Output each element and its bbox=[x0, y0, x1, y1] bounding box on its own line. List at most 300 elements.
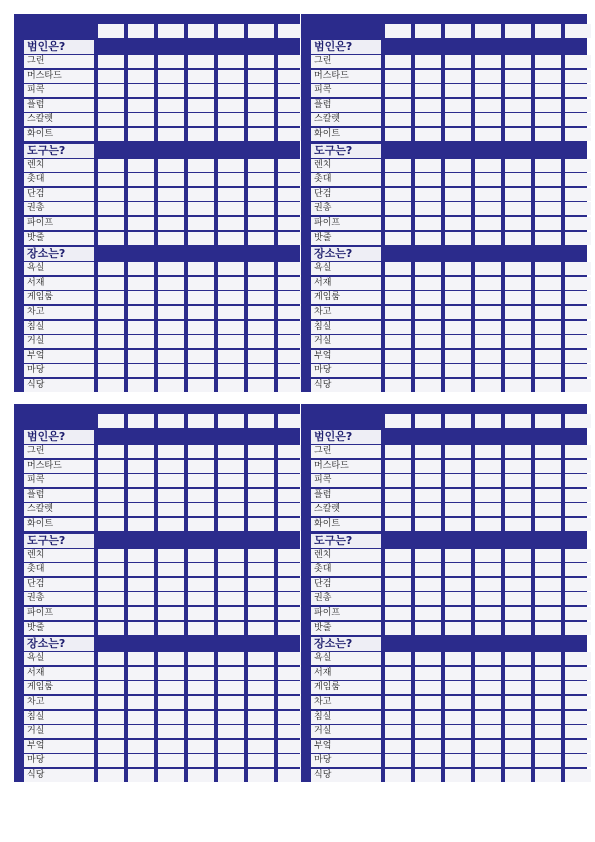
check-cell[interactable] bbox=[385, 159, 411, 172]
check-cell[interactable] bbox=[505, 578, 531, 591]
check-cell[interactable] bbox=[445, 445, 471, 458]
check-cell[interactable] bbox=[445, 592, 471, 605]
check-cell[interactable] bbox=[385, 740, 411, 753]
player-name-cell[interactable] bbox=[415, 24, 441, 38]
check-cell[interactable] bbox=[158, 667, 184, 680]
check-cell[interactable] bbox=[505, 113, 531, 126]
check-cell[interactable] bbox=[415, 549, 441, 562]
check-cell[interactable] bbox=[535, 622, 561, 635]
check-cell[interactable] bbox=[158, 754, 184, 767]
check-cell[interactable] bbox=[535, 489, 561, 502]
check-cell[interactable] bbox=[128, 740, 154, 753]
check-cell[interactable] bbox=[158, 769, 184, 782]
check-cell[interactable] bbox=[158, 740, 184, 753]
check-cell[interactable] bbox=[218, 518, 244, 531]
check-cell[interactable] bbox=[188, 350, 214, 363]
check-cell[interactable] bbox=[218, 113, 244, 126]
check-cell[interactable] bbox=[415, 652, 441, 665]
check-cell[interactable] bbox=[218, 350, 244, 363]
check-cell[interactable] bbox=[248, 262, 274, 275]
check-cell[interactable] bbox=[505, 725, 531, 738]
check-cell[interactable] bbox=[158, 725, 184, 738]
check-cell[interactable] bbox=[565, 445, 591, 458]
check-cell[interactable] bbox=[535, 725, 561, 738]
check-cell[interactable] bbox=[505, 681, 531, 694]
check-cell[interactable] bbox=[385, 99, 411, 112]
check-cell[interactable] bbox=[415, 607, 441, 620]
check-cell[interactable] bbox=[415, 364, 441, 377]
check-cell[interactable] bbox=[128, 84, 154, 97]
check-cell[interactable] bbox=[188, 592, 214, 605]
check-cell[interactable] bbox=[505, 518, 531, 531]
player-name-cell[interactable] bbox=[565, 24, 591, 38]
check-cell[interactable] bbox=[535, 232, 561, 245]
check-cell[interactable] bbox=[188, 321, 214, 334]
check-cell[interactable] bbox=[505, 70, 531, 83]
check-cell[interactable] bbox=[248, 667, 274, 680]
check-cell[interactable] bbox=[535, 350, 561, 363]
check-cell[interactable] bbox=[248, 113, 274, 126]
check-cell[interactable] bbox=[248, 503, 274, 516]
check-cell[interactable] bbox=[218, 578, 244, 591]
player-name-cell[interactable] bbox=[158, 24, 184, 38]
check-cell[interactable] bbox=[158, 445, 184, 458]
check-cell[interactable] bbox=[98, 754, 124, 767]
check-cell[interactable] bbox=[415, 518, 441, 531]
check-cell[interactable] bbox=[565, 277, 591, 290]
check-cell[interactable] bbox=[385, 291, 411, 304]
check-cell[interactable] bbox=[565, 99, 591, 112]
check-cell[interactable] bbox=[158, 518, 184, 531]
check-cell[interactable] bbox=[248, 518, 274, 531]
check-cell[interactable] bbox=[188, 696, 214, 709]
check-cell[interactable] bbox=[565, 622, 591, 635]
check-cell[interactable] bbox=[445, 277, 471, 290]
check-cell[interactable] bbox=[188, 740, 214, 753]
check-cell[interactable] bbox=[128, 769, 154, 782]
check-cell[interactable] bbox=[565, 173, 591, 186]
check-cell[interactable] bbox=[98, 55, 124, 68]
check-cell[interactable] bbox=[445, 217, 471, 230]
check-cell[interactable] bbox=[98, 379, 124, 392]
check-cell[interactable] bbox=[248, 592, 274, 605]
check-cell[interactable] bbox=[218, 55, 244, 68]
check-cell[interactable] bbox=[218, 549, 244, 562]
check-cell[interactable] bbox=[218, 277, 244, 290]
check-cell[interactable] bbox=[158, 277, 184, 290]
check-cell[interactable] bbox=[218, 607, 244, 620]
check-cell[interactable] bbox=[535, 188, 561, 201]
check-cell[interactable] bbox=[475, 489, 501, 502]
check-cell[interactable] bbox=[128, 652, 154, 665]
check-cell[interactable] bbox=[445, 460, 471, 473]
check-cell[interactable] bbox=[445, 474, 471, 487]
check-cell[interactable] bbox=[188, 113, 214, 126]
check-cell[interactable] bbox=[385, 335, 411, 348]
check-cell[interactable] bbox=[535, 217, 561, 230]
check-cell[interactable] bbox=[218, 84, 244, 97]
player-name-cell[interactable] bbox=[535, 414, 561, 428]
check-cell[interactable] bbox=[128, 622, 154, 635]
check-cell[interactable] bbox=[188, 335, 214, 348]
check-cell[interactable] bbox=[415, 128, 441, 141]
check-cell[interactable] bbox=[158, 202, 184, 215]
check-cell[interactable] bbox=[445, 379, 471, 392]
check-cell[interactable] bbox=[248, 622, 274, 635]
check-cell[interactable] bbox=[98, 607, 124, 620]
check-cell[interactable] bbox=[535, 173, 561, 186]
check-cell[interactable] bbox=[505, 306, 531, 319]
check-cell[interactable] bbox=[565, 489, 591, 502]
check-cell[interactable] bbox=[565, 113, 591, 126]
check-cell[interactable] bbox=[445, 489, 471, 502]
check-cell[interactable] bbox=[248, 489, 274, 502]
check-cell[interactable] bbox=[248, 696, 274, 709]
check-cell[interactable] bbox=[535, 549, 561, 562]
check-cell[interactable] bbox=[445, 84, 471, 97]
check-cell[interactable] bbox=[445, 652, 471, 665]
check-cell[interactable] bbox=[385, 652, 411, 665]
check-cell[interactable] bbox=[248, 711, 274, 724]
check-cell[interactable] bbox=[475, 622, 501, 635]
check-cell[interactable] bbox=[505, 549, 531, 562]
check-cell[interactable] bbox=[445, 128, 471, 141]
check-cell[interactable] bbox=[128, 592, 154, 605]
check-cell[interactable] bbox=[158, 188, 184, 201]
check-cell[interactable] bbox=[128, 711, 154, 724]
check-cell[interactable] bbox=[218, 202, 244, 215]
check-cell[interactable] bbox=[218, 667, 244, 680]
check-cell[interactable] bbox=[505, 474, 531, 487]
check-cell[interactable] bbox=[385, 489, 411, 502]
check-cell[interactable] bbox=[385, 460, 411, 473]
check-cell[interactable] bbox=[98, 217, 124, 230]
check-cell[interactable] bbox=[505, 262, 531, 275]
check-cell[interactable] bbox=[475, 335, 501, 348]
check-cell[interactable] bbox=[248, 188, 274, 201]
check-cell[interactable] bbox=[475, 460, 501, 473]
check-cell[interactable] bbox=[98, 364, 124, 377]
check-cell[interactable] bbox=[98, 173, 124, 186]
check-cell[interactable] bbox=[188, 379, 214, 392]
check-cell[interactable] bbox=[535, 460, 561, 473]
check-cell[interactable] bbox=[445, 113, 471, 126]
check-cell[interactable] bbox=[128, 99, 154, 112]
check-cell[interactable] bbox=[218, 232, 244, 245]
check-cell[interactable] bbox=[565, 379, 591, 392]
check-cell[interactable] bbox=[505, 232, 531, 245]
check-cell[interactable] bbox=[505, 607, 531, 620]
check-cell[interactable] bbox=[505, 364, 531, 377]
check-cell[interactable] bbox=[565, 769, 591, 782]
check-cell[interactable] bbox=[158, 563, 184, 576]
check-cell[interactable] bbox=[188, 291, 214, 304]
check-cell[interactable] bbox=[98, 277, 124, 290]
check-cell[interactable] bbox=[445, 549, 471, 562]
check-cell[interactable] bbox=[475, 445, 501, 458]
check-cell[interactable] bbox=[128, 306, 154, 319]
check-cell[interactable] bbox=[98, 474, 124, 487]
check-cell[interactable] bbox=[188, 84, 214, 97]
check-cell[interactable] bbox=[218, 364, 244, 377]
check-cell[interactable] bbox=[385, 70, 411, 83]
check-cell[interactable] bbox=[128, 563, 154, 576]
check-cell[interactable] bbox=[445, 740, 471, 753]
check-cell[interactable] bbox=[248, 277, 274, 290]
check-cell[interactable] bbox=[445, 188, 471, 201]
check-cell[interactable] bbox=[158, 379, 184, 392]
check-cell[interactable] bbox=[158, 159, 184, 172]
check-cell[interactable] bbox=[188, 518, 214, 531]
check-cell[interactable] bbox=[158, 474, 184, 487]
check-cell[interactable] bbox=[505, 503, 531, 516]
check-cell[interactable] bbox=[445, 99, 471, 112]
check-cell[interactable] bbox=[535, 99, 561, 112]
check-cell[interactable] bbox=[445, 518, 471, 531]
check-cell[interactable] bbox=[385, 622, 411, 635]
check-cell[interactable] bbox=[248, 379, 274, 392]
check-cell[interactable] bbox=[158, 622, 184, 635]
check-cell[interactable] bbox=[248, 681, 274, 694]
check-cell[interactable] bbox=[385, 350, 411, 363]
check-cell[interactable] bbox=[188, 188, 214, 201]
check-cell[interactable] bbox=[188, 159, 214, 172]
check-cell[interactable] bbox=[128, 578, 154, 591]
check-cell[interactable] bbox=[535, 754, 561, 767]
check-cell[interactable] bbox=[98, 711, 124, 724]
check-cell[interactable] bbox=[385, 84, 411, 97]
check-cell[interactable] bbox=[158, 696, 184, 709]
check-cell[interactable] bbox=[385, 681, 411, 694]
check-cell[interactable] bbox=[188, 70, 214, 83]
check-cell[interactable] bbox=[445, 563, 471, 576]
check-cell[interactable] bbox=[505, 754, 531, 767]
check-cell[interactable] bbox=[505, 696, 531, 709]
check-cell[interactable] bbox=[385, 667, 411, 680]
check-cell[interactable] bbox=[385, 754, 411, 767]
check-cell[interactable] bbox=[535, 474, 561, 487]
check-cell[interactable] bbox=[415, 321, 441, 334]
check-cell[interactable] bbox=[385, 173, 411, 186]
check-cell[interactable] bbox=[188, 306, 214, 319]
check-cell[interactable] bbox=[218, 321, 244, 334]
check-cell[interactable] bbox=[158, 217, 184, 230]
check-cell[interactable] bbox=[505, 202, 531, 215]
check-cell[interactable] bbox=[475, 159, 501, 172]
check-cell[interactable] bbox=[475, 232, 501, 245]
check-cell[interactable] bbox=[158, 291, 184, 304]
check-cell[interactable] bbox=[128, 489, 154, 502]
check-cell[interactable] bbox=[98, 84, 124, 97]
check-cell[interactable] bbox=[475, 70, 501, 83]
player-name-cell[interactable] bbox=[98, 414, 124, 428]
check-cell[interactable] bbox=[248, 173, 274, 186]
check-cell[interactable] bbox=[535, 306, 561, 319]
check-cell[interactable] bbox=[248, 474, 274, 487]
check-cell[interactable] bbox=[385, 518, 411, 531]
check-cell[interactable] bbox=[445, 667, 471, 680]
check-cell[interactable] bbox=[218, 622, 244, 635]
check-cell[interactable] bbox=[505, 277, 531, 290]
check-cell[interactable] bbox=[158, 84, 184, 97]
check-cell[interactable] bbox=[128, 335, 154, 348]
check-cell[interactable] bbox=[475, 725, 501, 738]
check-cell[interactable] bbox=[248, 350, 274, 363]
check-cell[interactable] bbox=[248, 99, 274, 112]
check-cell[interactable] bbox=[565, 128, 591, 141]
check-cell[interactable] bbox=[248, 754, 274, 767]
check-cell[interactable] bbox=[158, 592, 184, 605]
check-cell[interactable] bbox=[535, 277, 561, 290]
check-cell[interactable] bbox=[218, 652, 244, 665]
check-cell[interactable] bbox=[565, 291, 591, 304]
check-cell[interactable] bbox=[475, 99, 501, 112]
check-cell[interactable] bbox=[445, 232, 471, 245]
check-cell[interactable] bbox=[505, 55, 531, 68]
check-cell[interactable] bbox=[475, 321, 501, 334]
check-cell[interactable] bbox=[505, 592, 531, 605]
check-cell[interactable] bbox=[218, 379, 244, 392]
check-cell[interactable] bbox=[248, 217, 274, 230]
check-cell[interactable] bbox=[535, 445, 561, 458]
check-cell[interactable] bbox=[385, 232, 411, 245]
check-cell[interactable] bbox=[188, 277, 214, 290]
check-cell[interactable] bbox=[218, 489, 244, 502]
check-cell[interactable] bbox=[475, 667, 501, 680]
check-cell[interactable] bbox=[475, 128, 501, 141]
check-cell[interactable] bbox=[158, 503, 184, 516]
check-cell[interactable] bbox=[445, 696, 471, 709]
check-cell[interactable] bbox=[98, 489, 124, 502]
check-cell[interactable] bbox=[535, 379, 561, 392]
check-cell[interactable] bbox=[385, 769, 411, 782]
check-cell[interactable] bbox=[445, 607, 471, 620]
check-cell[interactable] bbox=[248, 445, 274, 458]
check-cell[interactable] bbox=[158, 681, 184, 694]
check-cell[interactable] bbox=[218, 592, 244, 605]
player-name-cell[interactable] bbox=[505, 414, 531, 428]
check-cell[interactable] bbox=[565, 335, 591, 348]
check-cell[interactable] bbox=[475, 474, 501, 487]
check-cell[interactable] bbox=[505, 622, 531, 635]
check-cell[interactable] bbox=[218, 474, 244, 487]
check-cell[interactable] bbox=[98, 667, 124, 680]
check-cell[interactable] bbox=[415, 173, 441, 186]
check-cell[interactable] bbox=[535, 711, 561, 724]
player-name-cell[interactable] bbox=[248, 24, 274, 38]
player-name-cell[interactable] bbox=[188, 414, 214, 428]
check-cell[interactable] bbox=[188, 607, 214, 620]
check-cell[interactable] bbox=[565, 725, 591, 738]
check-cell[interactable] bbox=[565, 159, 591, 172]
player-name-cell[interactable] bbox=[218, 414, 244, 428]
check-cell[interactable] bbox=[475, 277, 501, 290]
check-cell[interactable] bbox=[385, 364, 411, 377]
check-cell[interactable] bbox=[188, 173, 214, 186]
check-cell[interactable] bbox=[415, 489, 441, 502]
check-cell[interactable] bbox=[415, 563, 441, 576]
check-cell[interactable] bbox=[128, 364, 154, 377]
check-cell[interactable] bbox=[445, 321, 471, 334]
check-cell[interactable] bbox=[565, 503, 591, 516]
check-cell[interactable] bbox=[415, 667, 441, 680]
check-cell[interactable] bbox=[445, 769, 471, 782]
check-cell[interactable] bbox=[188, 474, 214, 487]
check-cell[interactable] bbox=[475, 364, 501, 377]
check-cell[interactable] bbox=[158, 335, 184, 348]
check-cell[interactable] bbox=[188, 202, 214, 215]
check-cell[interactable] bbox=[128, 321, 154, 334]
check-cell[interactable] bbox=[415, 754, 441, 767]
check-cell[interactable] bbox=[248, 740, 274, 753]
check-cell[interactable] bbox=[128, 503, 154, 516]
check-cell[interactable] bbox=[188, 667, 214, 680]
check-cell[interactable] bbox=[158, 489, 184, 502]
check-cell[interactable] bbox=[128, 518, 154, 531]
check-cell[interactable] bbox=[475, 652, 501, 665]
check-cell[interactable] bbox=[385, 217, 411, 230]
check-cell[interactable] bbox=[218, 173, 244, 186]
check-cell[interactable] bbox=[98, 681, 124, 694]
check-cell[interactable] bbox=[128, 667, 154, 680]
check-cell[interactable] bbox=[158, 70, 184, 83]
check-cell[interactable] bbox=[535, 592, 561, 605]
check-cell[interactable] bbox=[415, 622, 441, 635]
check-cell[interactable] bbox=[128, 754, 154, 767]
check-cell[interactable] bbox=[415, 740, 441, 753]
check-cell[interactable] bbox=[218, 159, 244, 172]
check-cell[interactable] bbox=[98, 696, 124, 709]
check-cell[interactable] bbox=[565, 70, 591, 83]
check-cell[interactable] bbox=[475, 563, 501, 576]
check-cell[interactable] bbox=[158, 460, 184, 473]
player-name-cell[interactable] bbox=[128, 24, 154, 38]
check-cell[interactable] bbox=[248, 549, 274, 562]
check-cell[interactable] bbox=[535, 503, 561, 516]
check-cell[interactable] bbox=[98, 188, 124, 201]
check-cell[interactable] bbox=[415, 99, 441, 112]
check-cell[interactable] bbox=[98, 652, 124, 665]
check-cell[interactable] bbox=[385, 711, 411, 724]
check-cell[interactable] bbox=[248, 652, 274, 665]
player-name-cell[interactable] bbox=[158, 414, 184, 428]
check-cell[interactable] bbox=[415, 113, 441, 126]
check-cell[interactable] bbox=[475, 202, 501, 215]
check-cell[interactable] bbox=[188, 232, 214, 245]
check-cell[interactable] bbox=[475, 592, 501, 605]
check-cell[interactable] bbox=[475, 549, 501, 562]
check-cell[interactable] bbox=[158, 232, 184, 245]
check-cell[interactable] bbox=[475, 217, 501, 230]
check-cell[interactable] bbox=[188, 128, 214, 141]
check-cell[interactable] bbox=[535, 578, 561, 591]
check-cell[interactable] bbox=[565, 364, 591, 377]
check-cell[interactable] bbox=[218, 725, 244, 738]
check-cell[interactable] bbox=[218, 306, 244, 319]
check-cell[interactable] bbox=[248, 578, 274, 591]
check-cell[interactable] bbox=[565, 681, 591, 694]
check-cell[interactable] bbox=[98, 113, 124, 126]
check-cell[interactable] bbox=[158, 113, 184, 126]
check-cell[interactable] bbox=[128, 445, 154, 458]
check-cell[interactable] bbox=[385, 503, 411, 516]
check-cell[interactable] bbox=[535, 113, 561, 126]
check-cell[interactable] bbox=[218, 769, 244, 782]
check-cell[interactable] bbox=[565, 711, 591, 724]
check-cell[interactable] bbox=[98, 321, 124, 334]
check-cell[interactable] bbox=[505, 350, 531, 363]
check-cell[interactable] bbox=[248, 159, 274, 172]
